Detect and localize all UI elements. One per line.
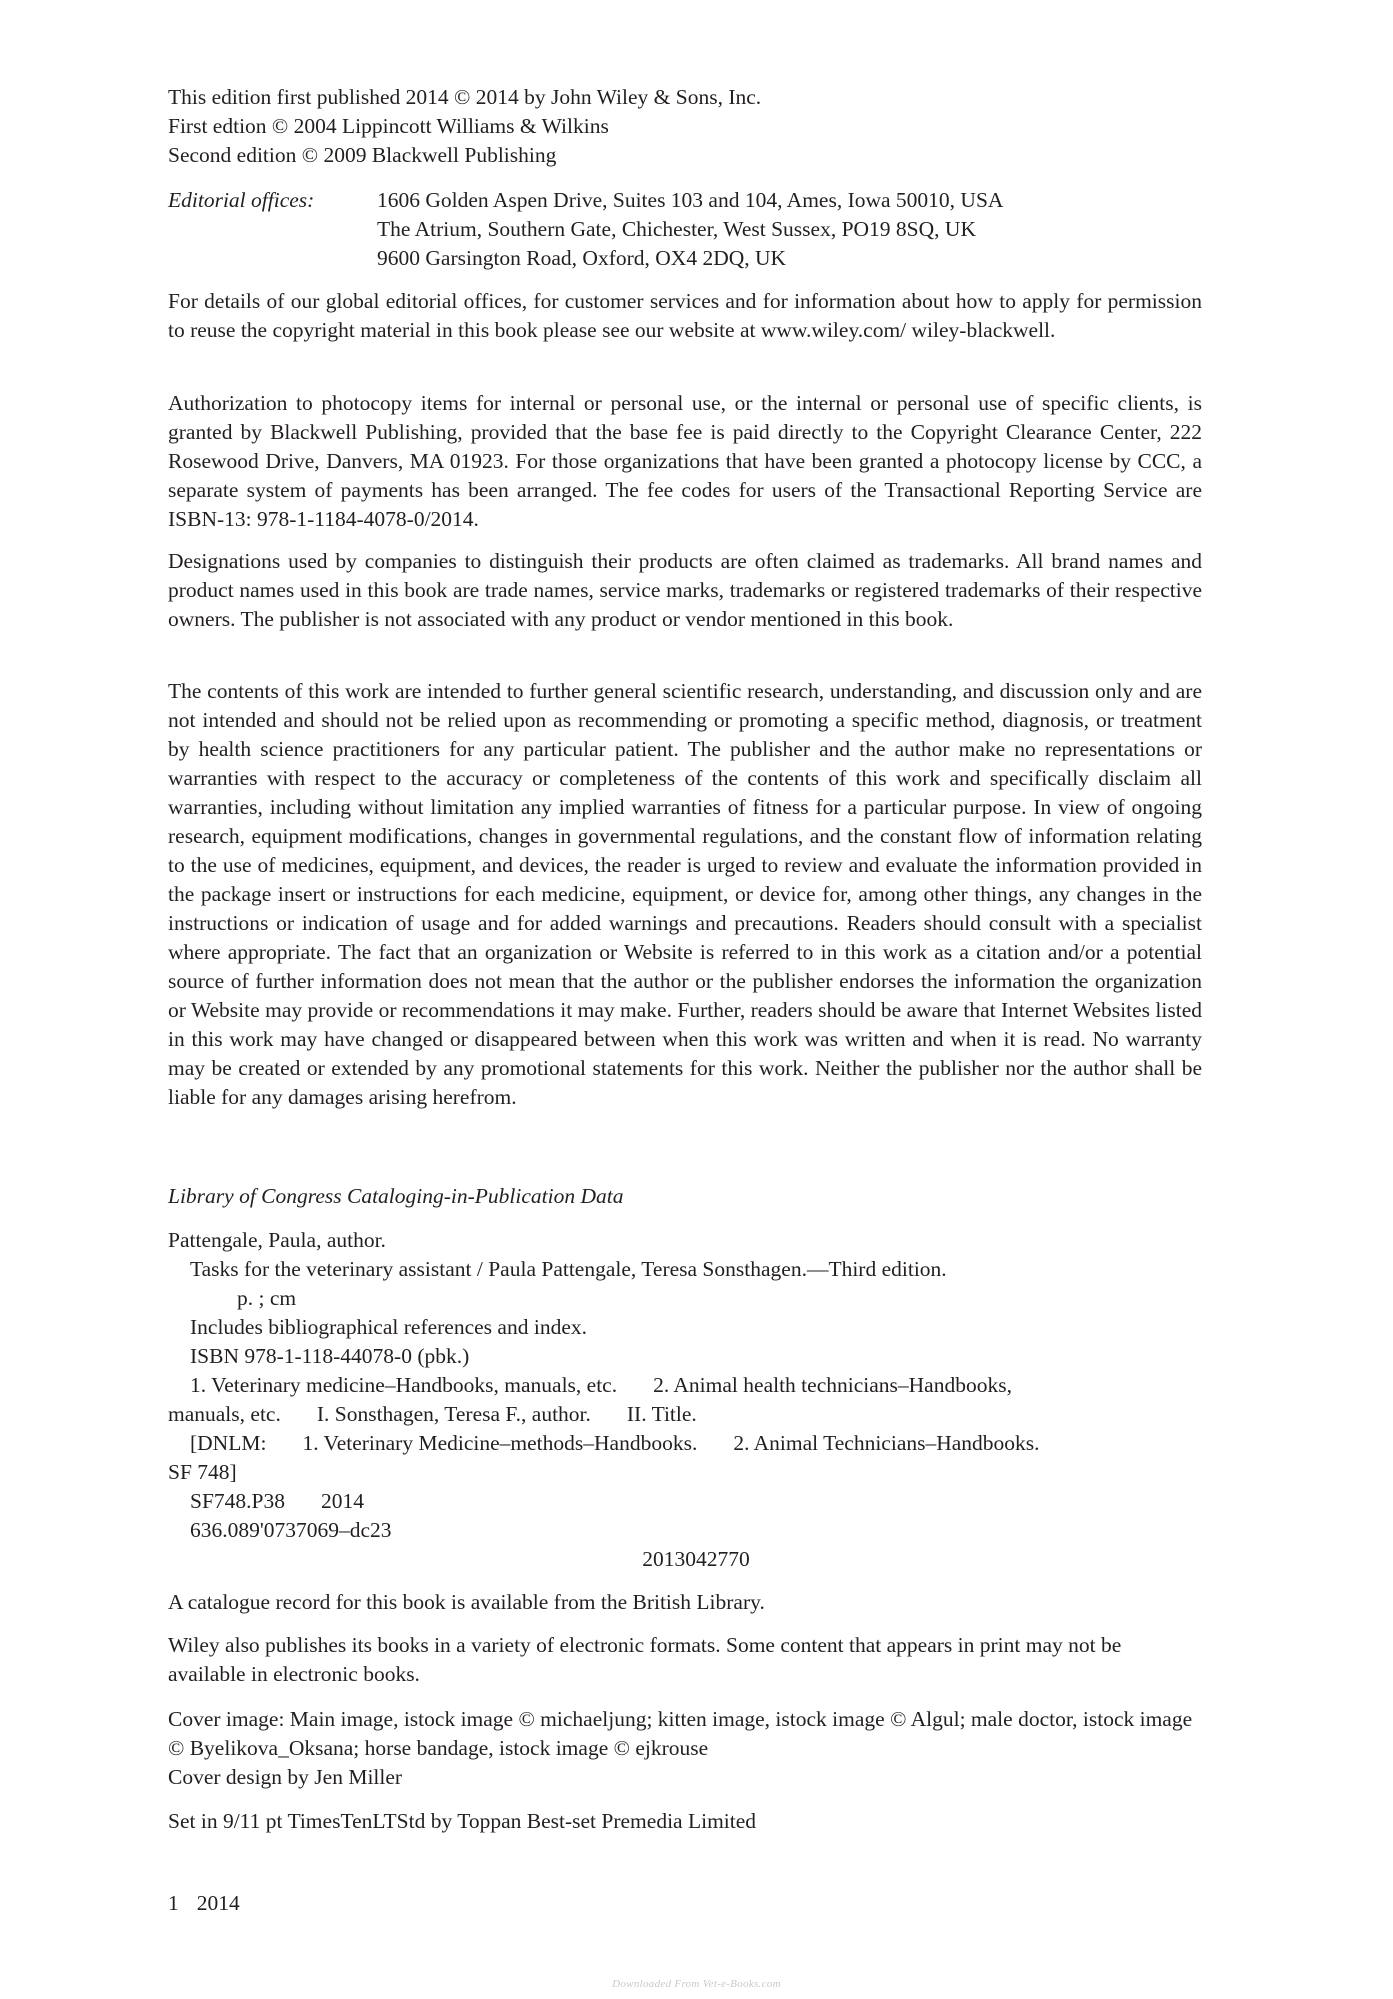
cip-added-author: I. Sonsthagen, Teresa F., author. <box>316 1402 591 1426</box>
cip-dnlm <box>168 1429 1202 1458</box>
cip-subjects <box>168 1371 1202 1400</box>
typesetting-note: Set in 9/11 pt TimesTenLTStd by Toppan Best-set Premedia Limited <box>168 1809 757 1833</box>
cip-title: Tasks for the veterinary assistant / Paula Pattengale, Teresa Sonsthagen.—Third edition. <box>190 1257 947 1281</box>
printing-line <box>168 1889 240 1918</box>
cip-isbn: ISBN 978-1-118-44078-0 (pbk.) <box>190 1344 470 1368</box>
cip-lcc-class: SF748.P38 <box>190 1489 285 1513</box>
edition-line: Second edition © 2009 Blackwell Publishing <box>168 143 557 167</box>
cip-dnlm-label: [DNLM: <box>190 1431 267 1455</box>
editorial-offices-addresses <box>377 186 1003 273</box>
cover-design-credit: Cover design by Jen Miller <box>168 1765 403 1789</box>
edition-history <box>168 83 1202 170</box>
editorial-offices-label: Editorial offices: <box>168 188 315 212</box>
cip-data <box>168 1226 1202 1574</box>
british-library-note: A catalogue record for this book is available from the British Library. <box>168 1590 765 1614</box>
cover-image-credit: Cover image: Main image, istock image © michaeljung; kitten image, istock image © Algul; male doctor, istock image © Byelikova_Oksana; horse bandage, istock image © ejkrouse <box>168 1707 1193 1760</box>
edition-line: First edtion © 2004 Lippincott Williams & Wilkins <box>168 114 609 138</box>
cip-dnlm-cont: SF 748] <box>168 1460 237 1484</box>
disclaimer-paragraph: The contents of this work are intended to further general scientific research, understanding, and discussion only and are not intended and should not be relied upon as recommending or promoting a specific method, diagnosis, or treatment by health science practitioners for any particular patient. The publisher and the author make no representations or warranties with respect to the accuracy or completeness of the contents of this work and specifically disclaim all warranties, including without limitation any implied warranties of fitness for a particular purpose. In view of ongoing research, equipment modifications, changes in governmental regulations, and the constant flow of information relating to the use of medicines, equipment, and devices, the reader is urged to review and evaluate the information provided in the package insert or instructions for each medicine, equipment, or device for, among other things, any changes in the instructions or indication of usage and for added warnings and precautions. Readers should consult with a specialist where appropriate. The fact that an organization or Website is referred to in this work as a citation and/or a potential source of further information does not mean that the author or the publisher endorses the information the organization or Website may provide or recommendations it may make. Further, readers should be aware that Internet Websites listed in this work may have changed or disappeared between when this work was written and when it is read. No warranty may be created or extended by any promotional statements for this work. Neither the publisher nor the author shall be liable for any damages arising herefrom. <box>168 679 1202 1109</box>
cip-subject: 1. Veterinary medicine–Handbooks, manuals, etc. <box>190 1373 618 1397</box>
cip-lcc <box>168 1487 1202 1516</box>
cip-ddc: 636.089'0737069–dc23 <box>190 1518 392 1542</box>
trademarks-paragraph: Designations used by companies to distinguish their products are often claimed as trademarks. All brand names and product names used in this book are trade names, service marks, trademarks or registered trademarks of their respective owners. The publisher is not associated with any product or vendor mentioned in this book. <box>168 549 1202 631</box>
cover-credits <box>168 1705 1202 1792</box>
details-paragraph: For details of our global editorial offices, for customer services and for information about how to apply for permission to reuse the copyright material in this book please see our website at www.wiley.com/ wiley-blackwell. <box>168 289 1202 342</box>
cip-includes: Includes bibliographical references and index. <box>190 1315 587 1339</box>
cip-title-entry: II. Title. <box>626 1402 697 1426</box>
office-address: The Atrium, Southern Gate, Chichester, West Sussex, PO19 8SQ, UK <box>377 217 976 241</box>
edition-line: This edition first published 2014 © 2014 by John Wiley & Sons, Inc. <box>168 85 762 109</box>
printing-year: 2014 <box>196 1891 240 1915</box>
cip-lccn: 2013042770 <box>642 1547 750 1571</box>
printing-number: 1 <box>168 1891 179 1915</box>
download-watermark: Downloaded From Vet-e-Books.com <box>612 1978 781 1990</box>
office-address: 1606 Golden Aspen Drive, Suites 103 and 104, Ames, Iowa 50010, USA <box>377 188 1004 212</box>
office-address: 9600 Garsington Road, Oxford, OX4 2DQ, UK <box>377 246 787 270</box>
cip-pagination: p. ; cm <box>237 1286 297 1310</box>
cip-dnlm-subject: 2. Animal Technicians–Handbooks. <box>733 1431 1040 1455</box>
cip-subjects-cont <box>168 1400 1202 1429</box>
cip-author: Pattengale, Paula, author. <box>168 1228 386 1252</box>
authorization-paragraph: Authorization to photocopy items for internal or personal use, or the internal or personal use of specific clients, is granted by Blackwell Publishing, provided that the base fee is paid directly to the Copyright Clearance Center, 222 Rosewood Drive, Danvers, MA 01923. For those organizations that have been granted a photocopy license by CCC, a separate system of payments has been arranged. The fee codes for users of the Transactional Reporting Service are ISBN-13: 978-1-1184-4078-0/2014. <box>168 391 1202 531</box>
cip-heading: Library of Congress Cataloging-in-Publication Data <box>168 1184 624 1208</box>
cip-dnlm-subject: 1. Veterinary Medicine–methods–Handbooks. <box>302 1431 698 1455</box>
cip-subject: manuals, etc. <box>168 1402 281 1426</box>
cip-subject: 2. Animal health technicians–Handbooks, <box>653 1373 1012 1397</box>
electronic-formats-note: Wiley also publishes its books in a variety of electronic formats. Some content that appears in print may not be available in electronic books. <box>168 1633 1122 1686</box>
cip-lcc-year: 2014 <box>321 1489 364 1513</box>
